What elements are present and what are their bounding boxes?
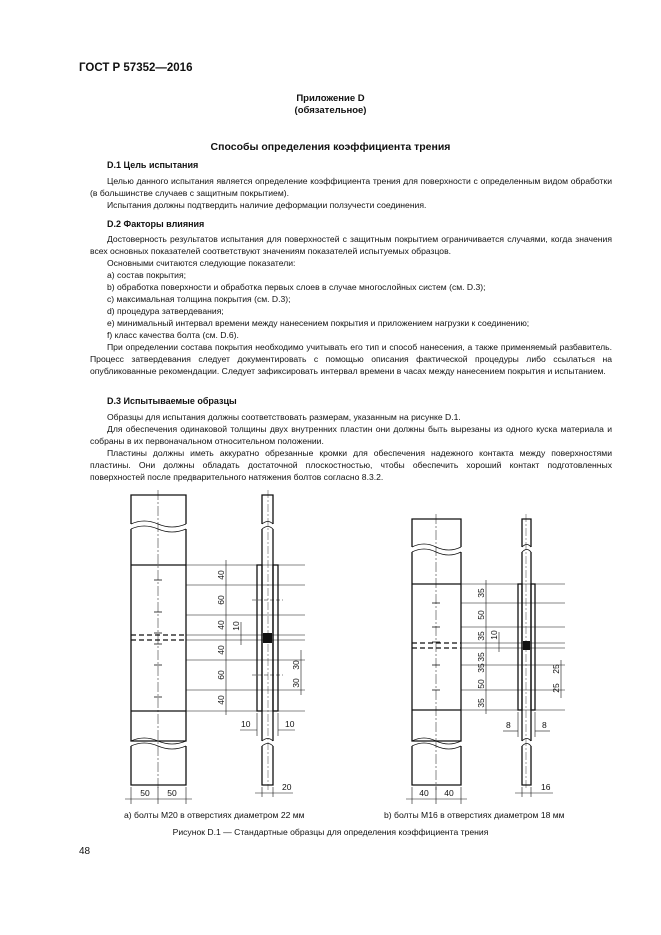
list-item: c) максимальная толщина покрытия (см. D.3);	[107, 294, 291, 304]
dim-label: 50	[476, 679, 486, 689]
plate-outline	[131, 746, 186, 785]
dim-label: 8	[506, 720, 511, 730]
dim-label: 35	[476, 652, 486, 662]
plate-gap	[263, 633, 272, 643]
annex-title: Приложение D	[296, 93, 365, 104]
plate-outline	[131, 495, 186, 524]
annex-status: (обязательное)	[294, 105, 367, 116]
section-heading-d2: D.2 Факторы влияния	[107, 219, 205, 229]
page-title: Способы определения коэффициента трения	[210, 141, 451, 153]
figure-caption: Рисунок D.1 — Стандартные образцы для определения коэффициента трения	[172, 827, 489, 837]
dim-label: 40	[419, 788, 429, 798]
figure-d1-drawing	[0, 485, 661, 830]
subfigure-caption-b: b) болты М16 в отверстиях диаметром 18 мм	[384, 810, 565, 820]
dim-label: 40	[216, 570, 226, 580]
dim-label: 40	[444, 788, 454, 798]
dim-label: 10	[231, 621, 241, 631]
dim-label: 30	[291, 660, 301, 670]
list-item: b) обработка поверхности и обработка первых слоев в случае многослойных систем (см. D.3);	[107, 282, 486, 292]
paragraph-text: Испытания должны подтвердить наличие деформации ползучести соединения.	[107, 200, 427, 210]
section-heading-d1: D.1 Цель испытания	[107, 160, 199, 170]
paragraph-text: При определении состава покрытия необходимо учитывать его тип и способ нанесения, а также применяемый разбавитель. Процесс затвердевания следует документировать с помощью описания фактической процедуры либо ссылаться на опубликованные рекомендации. Следует зафиксировать интервал времени в часах между нанесением покрытия и испытанием.	[90, 342, 612, 376]
list-item: a) состав покрытия;	[107, 270, 186, 280]
specimen-a-front-view	[131, 490, 186, 790]
dim-width-a	[125, 787, 192, 804]
dim-label: 25	[551, 683, 561, 693]
paragraph-text: Основными считаются следующие показатели:	[107, 258, 296, 268]
dim-label: 10	[489, 630, 499, 640]
dim-label: 8	[542, 720, 547, 730]
dim-label: 35	[476, 663, 486, 673]
paragraph	[90, 423, 612, 447]
paragraph-text: Для обеспечения одинаковой толщины двух внутренних пластин они должны быть вырезаны из одного куска материала и собраны в их первоначальном относительном положении.	[90, 424, 612, 446]
dim-width-b	[406, 787, 467, 804]
paragraph	[90, 199, 612, 211]
specimen-b-front-view	[412, 514, 461, 790]
plate-gap	[523, 641, 530, 650]
splice-plate	[273, 565, 278, 711]
paragraph-text: Достоверность результатов испытания для поверхностей с защитным покрытием ограничивается случаями, когда значения всех основных показателей соответствуют значениям показателей испытуемых образцов.	[90, 234, 612, 256]
paragraph	[90, 233, 612, 257]
dim-label: 40	[216, 695, 226, 705]
page-number: 48	[79, 846, 91, 857]
paragraph	[90, 341, 612, 377]
dim-label: 50	[140, 788, 150, 798]
dim-label: 60	[216, 670, 226, 680]
subfigure-caption-a: a) болты М20 в отверстиях диаметром 22 мм	[124, 810, 305, 820]
dim-label: 20	[282, 782, 292, 792]
dim-label: 10	[285, 719, 295, 729]
paragraph-text: Пластины должны иметь аккуратно обрезанные кромки для обеспечения надежного контакта между поверхностями пластины. Они должны обладать достаточной плоскостностью, чтобы обеспечить хороший контакт подготовленных поверхностей после предварительного натяжения болтов согласно 8.3.2.	[90, 448, 612, 482]
dim-label: 25	[551, 664, 561, 674]
dim-label: 10	[241, 719, 251, 729]
dim-label: 60	[216, 595, 226, 605]
dim-labels-a-width	[140, 788, 177, 798]
dim-labels-a	[216, 570, 301, 705]
splice-plate	[257, 565, 262, 711]
dim-label: 35	[476, 588, 486, 598]
dim-labels-b-width	[419, 788, 454, 798]
section-heading-d3: D.3 Испытываемые образцы	[107, 396, 237, 406]
dim-label: 30	[291, 678, 301, 688]
dim-label: 35	[476, 631, 486, 641]
paragraph	[90, 411, 612, 423]
paragraph	[90, 175, 612, 199]
paragraph-text: Целью данного испытания является определение коэффициента трения для поверхности с определенным видом обработки (в большинстве случаев с защитным покрытием).	[90, 176, 612, 198]
dim-label: 40	[216, 645, 226, 655]
dim-chain-a	[186, 560, 305, 715]
specimen-a-side-view	[252, 490, 283, 790]
list-item: d) процедура затвердевания;	[107, 306, 224, 316]
dim-label: 50	[476, 610, 486, 620]
dim-chain-b	[461, 580, 565, 714]
list-item: f) класс качества болта (см. D.6).	[107, 330, 239, 340]
dim-label: 16	[541, 782, 551, 792]
dim-label: 40	[216, 620, 226, 630]
document-code: ГОСТ Р 57352—2016	[79, 62, 193, 74]
dim-label: 35	[476, 698, 486, 708]
paragraph	[90, 257, 612, 269]
paragraph-text: Образцы для испытания должны соответствовать размерам, указанным на рисунке D.1.	[107, 412, 461, 422]
list-item: e) минимальный интервал времени между нанесением покрытия и приложением нагрузки к соединению;	[107, 318, 530, 328]
specimen-b-side-view	[518, 514, 535, 790]
paragraph	[90, 447, 612, 483]
dim-label: 50	[167, 788, 177, 798]
